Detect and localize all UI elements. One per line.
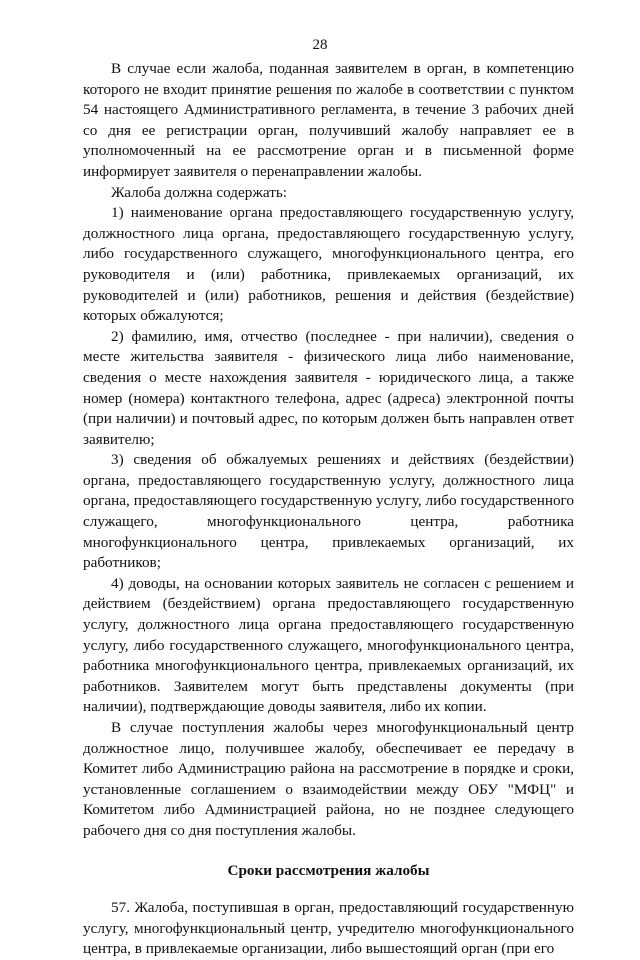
paragraph-complaint-contents-intro: Жалоба должна содержать: [111, 183, 287, 201]
section-heading: Сроки рассмотрения жалобы [227, 861, 430, 879]
paragraph-item-2: 2) фамилию, имя, отчество (последнее - при наличии), сведения о месте жительства заявителя - физического лица либо наименование, сведения о месте нахождения заявителя - юридического лица, а также номер (номера) контактного телефона, адрес (адреса) электронной почты (при наличии) и почтовый адрес, по которым должен быть направлен ответ заявителю; [83, 327, 574, 448]
page-number: 28 [312, 37, 328, 53]
paragraph-mfc-transfer: В случае поступления жалобы через многофункциональный центр должностное лицо, получившее жалобу, обеспечивает ее передачу в Комитет либо Администрацию района на рассмотрение в порядке и сроки, установленные соглашением о взаимодействии между ОБУ "МФЦ" и Комитетом либо Администрацией района, но не позднее следующего рабочего дня со дня поступления жалобы. [83, 719, 574, 839]
paragraph-57: 57. Жалоба, поступившая в орган, предоставляющий государственную услугу, многофункциональный центр, учредителю многофункционального центра, в привлекаемые организации, либо вышестоящий орган (при его [83, 899, 574, 958]
paragraph-redirect-complaint: В случае если жалоба, поданная заявителем в орган, в компетенцию которого не входит принятие решения по жалобе в соответствии с пунктом 54 настоящего Административного регламента, в течение 3 рабочих дней со дня ее регистрации орган, получивший жалобу направляет ее в уполномоченный на ее рассмотрение орган и в письменной форме информирует заявителя о перенаправлении жалобы. [83, 60, 574, 180]
paragraph-item-1: 1) наименование органа предоставляющего государственную услугу, должностного лица органа, предоставляющего государственную услугу, либо государственного служащего, многофункционального центра, его руководителя и (или) работника, привлекаемых организаций, их руководителей и (или) работников, решения и действия (бездействие) которых обжалуются; [83, 204, 574, 325]
paragraph-item-4: 4) доводы, на основании которых заявитель не согласен с решением и действием (бездействием) органа предоставляющего государственную услугу, должностного лица органа предоставляющего государственную услугу, либо государственного служащего, многофункционального центра, работника многофункционального центра, привлекаемых организаций, их работников. Заявителем могут быть представлены документы (при наличии), подтверждающие доводы заявителя, либо их копии. [83, 574, 574, 716]
document-body [83, 59, 574, 960]
paragraph-item-3: 3) сведения об обжалуемых решениях и действиях (бездействии) органа, предоставляющего государственную услугу, должностного лица органа, предоставляющего государственную услугу, либо государственного служащего, многофункционального центра, работника многофункционального центра, привлекаемых организаций, их работников; [83, 451, 574, 572]
